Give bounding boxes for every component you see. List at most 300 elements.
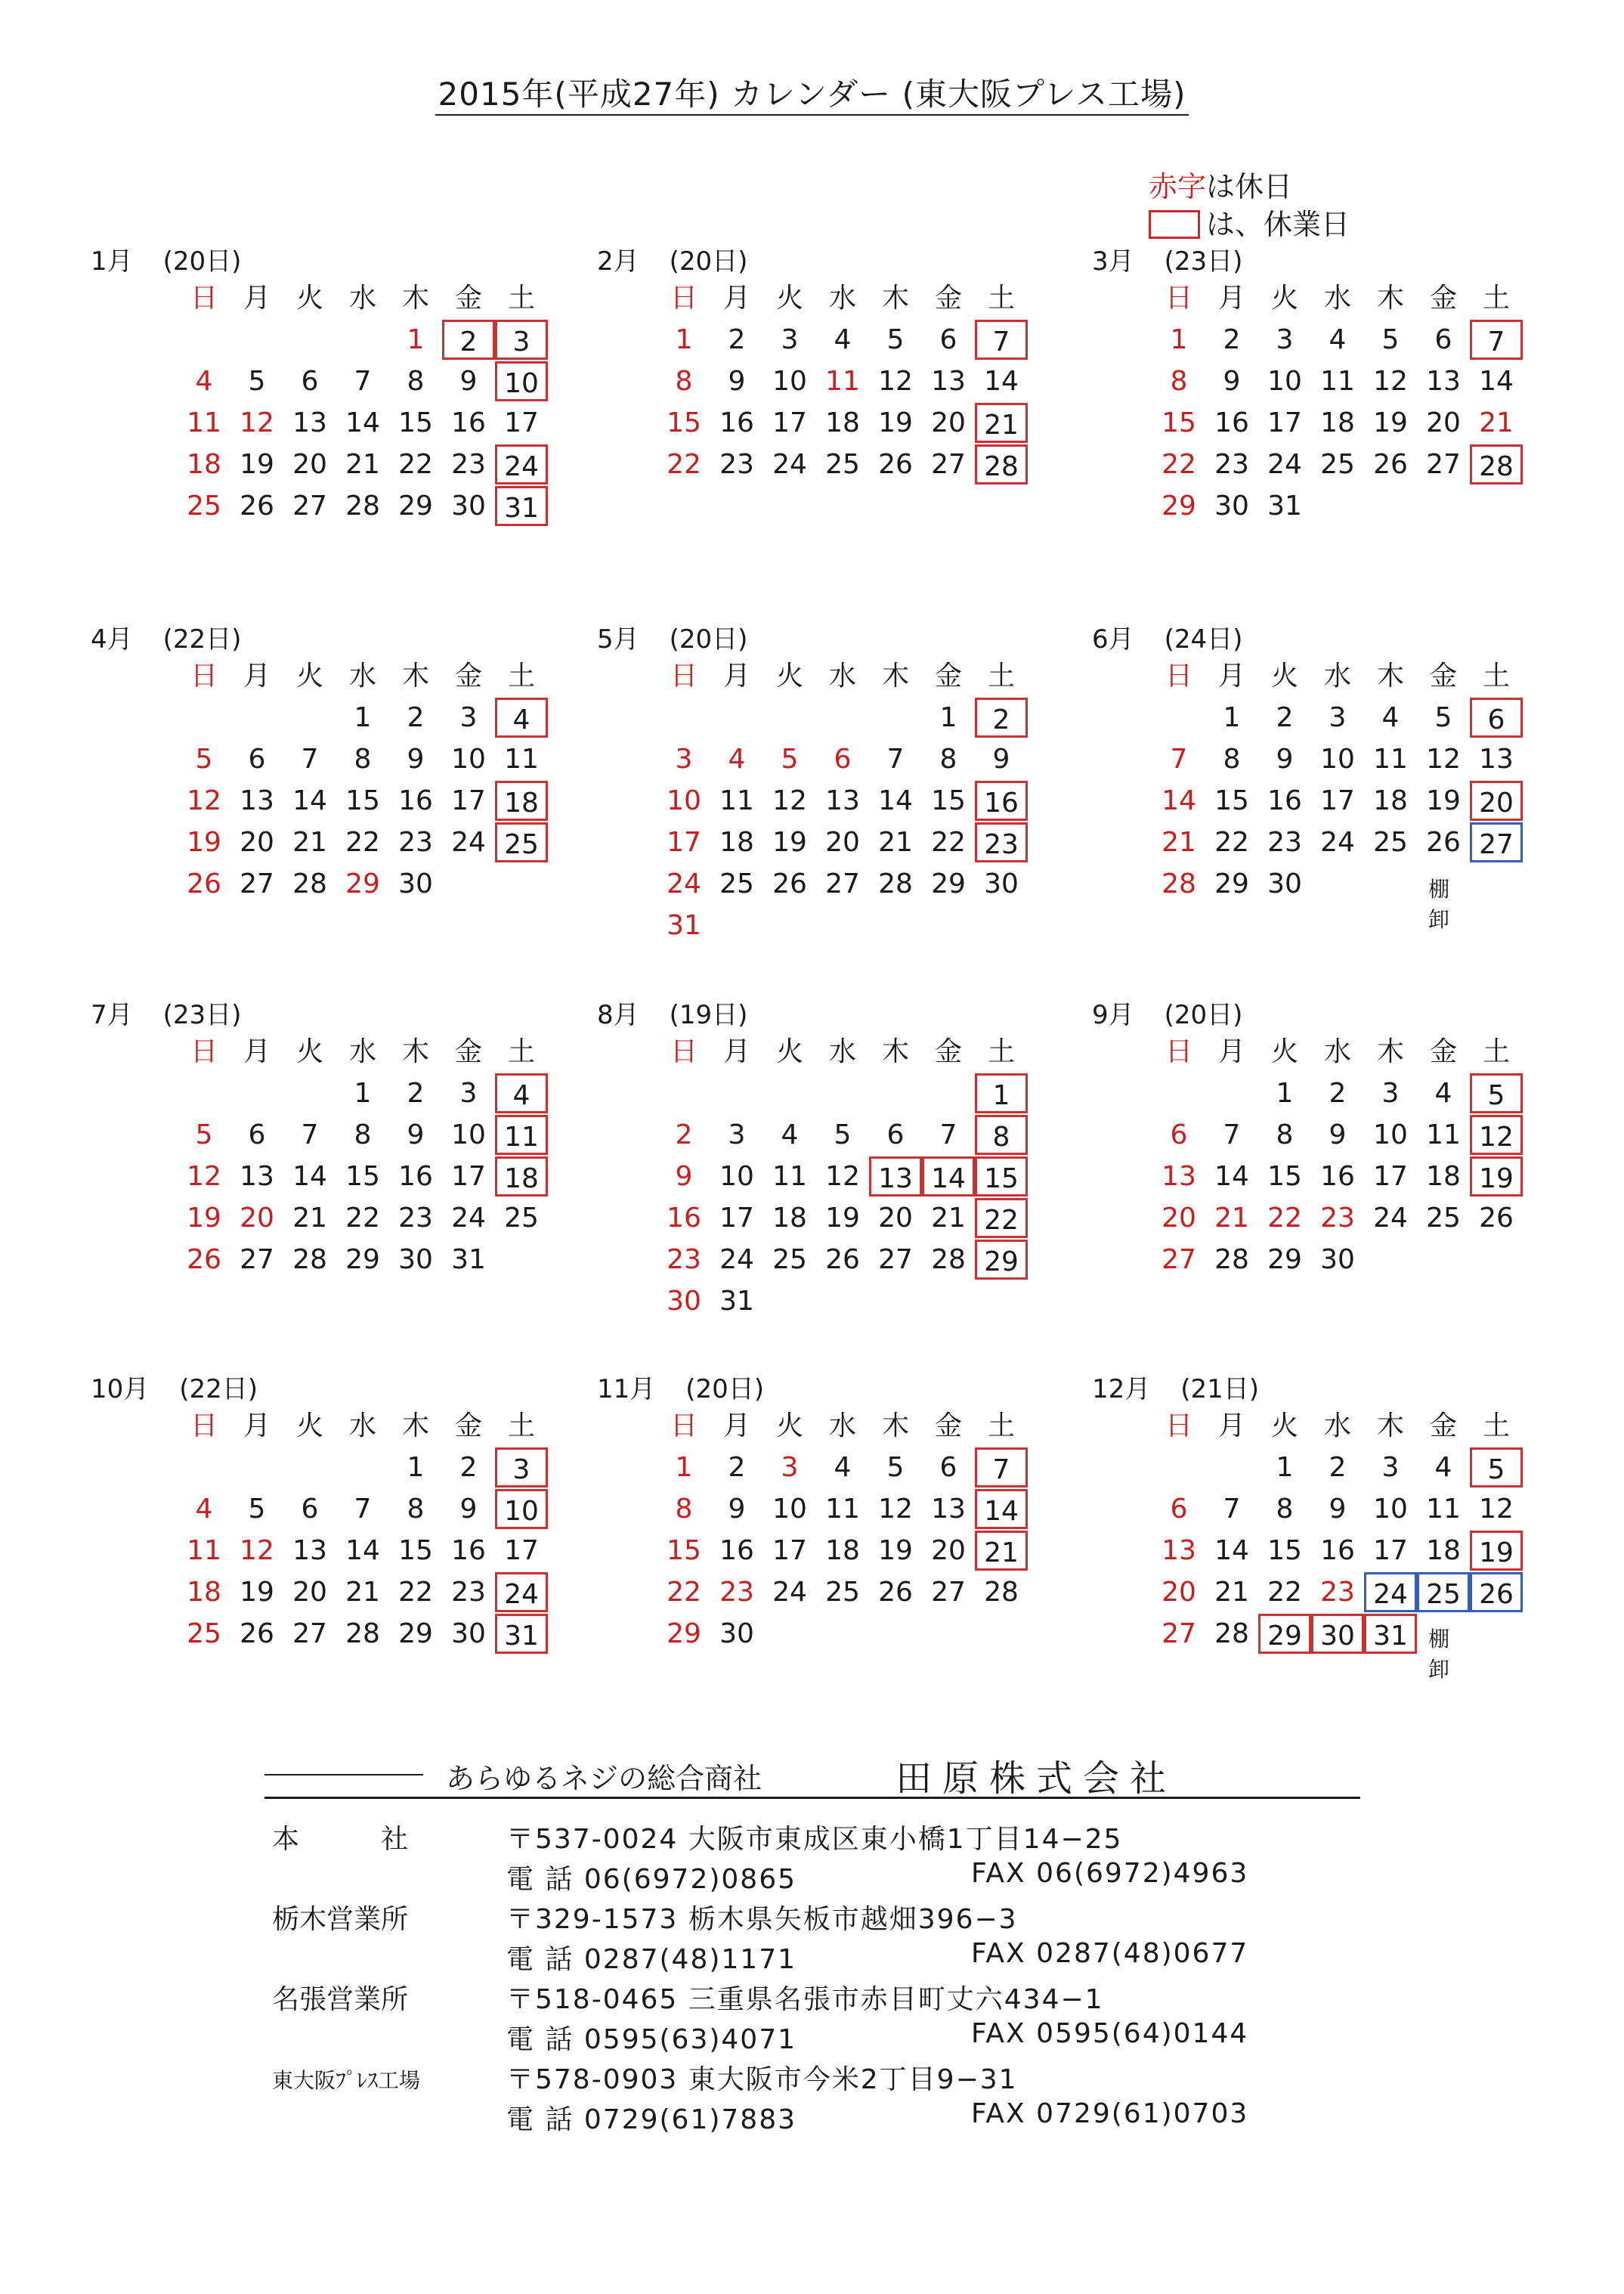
day-cell: 4 bbox=[728, 744, 746, 775]
month-header bbox=[597, 994, 747, 1031]
day-cell: 1 bbox=[675, 1452, 693, 1483]
day-cell: 18 bbox=[495, 1156, 548, 1197]
day-cell: 9 bbox=[1329, 1494, 1347, 1525]
weekday-header: 木 bbox=[881, 1036, 909, 1067]
weekday-header: 月 bbox=[722, 283, 750, 314]
day-cell: 8 bbox=[354, 744, 372, 775]
day-cell: 23 bbox=[667, 1244, 701, 1275]
weekday-header: 日 bbox=[670, 1036, 698, 1067]
weekday-header: 金 bbox=[934, 283, 962, 314]
month-calendar bbox=[91, 618, 631, 966]
day-cell: 28 bbox=[1214, 1618, 1249, 1649]
day-cell: 29 bbox=[1267, 1244, 1302, 1275]
day-cell: 24 bbox=[772, 449, 807, 480]
day-cell: 9 bbox=[407, 1119, 425, 1150]
day-cell: 31 bbox=[1267, 491, 1302, 522]
day-cell: 9 bbox=[728, 1494, 746, 1525]
day-cell: 7 bbox=[975, 320, 1028, 360]
day-cell: 31 bbox=[495, 486, 548, 526]
day-cell: 13 bbox=[1479, 744, 1514, 775]
day-cell: 31 bbox=[495, 1614, 548, 1654]
weekday-header: 金 bbox=[454, 1410, 482, 1441]
month-label: 10月 bbox=[91, 1374, 150, 1404]
day-cell: 14 bbox=[878, 785, 913, 816]
day-cell: 20 bbox=[1470, 781, 1523, 821]
day-cell: 24 bbox=[1373, 1203, 1408, 1234]
day-cell: 1 bbox=[675, 324, 693, 355]
day-cell: 4 bbox=[195, 1494, 213, 1525]
weekday-header: 土 bbox=[507, 1036, 535, 1067]
day-cell: 5 bbox=[1470, 1073, 1523, 1113]
day-cell: 6 bbox=[301, 1494, 319, 1525]
day-cell: 16 bbox=[719, 407, 754, 438]
day-cell: 11 bbox=[504, 744, 539, 775]
day-cell: 30 bbox=[984, 868, 1019, 899]
day-cell: 5 bbox=[886, 324, 905, 355]
day-cell: 27 bbox=[1162, 1244, 1196, 1275]
day-cell: 28 bbox=[1214, 1244, 1249, 1275]
day-cell: 31 bbox=[1364, 1614, 1417, 1654]
weekday-header: 火 bbox=[295, 661, 323, 692]
month-calendar bbox=[91, 994, 631, 1342]
month-calendar bbox=[597, 1368, 1111, 1716]
day-cell: 6 bbox=[248, 1119, 266, 1150]
day-cell: 2 bbox=[728, 324, 746, 355]
day-cell: 19 bbox=[878, 407, 913, 438]
day-cell: 3 bbox=[728, 1119, 746, 1150]
day-cell: 1 bbox=[1276, 1078, 1294, 1109]
weekday-header: 火 bbox=[1270, 1410, 1298, 1441]
weekday-header: 金 bbox=[934, 661, 962, 692]
day-cell: 5 bbox=[195, 744, 213, 775]
month-calendar bbox=[597, 618, 1111, 966]
day-cell: 13 bbox=[931, 366, 966, 397]
weekday-header: 木 bbox=[881, 283, 909, 314]
day-cell: 10 bbox=[1373, 1494, 1408, 1525]
office-fax: FAX 0729(61)0703 bbox=[971, 2098, 1249, 2129]
month-calendar bbox=[1092, 240, 1606, 588]
day-cell: 7 bbox=[886, 744, 905, 775]
day-cell: 14 bbox=[292, 1161, 327, 1192]
day-cell: 6 bbox=[1434, 324, 1452, 355]
day-cell: 29 bbox=[667, 1618, 701, 1649]
day-cell: 8 bbox=[1276, 1494, 1294, 1525]
day-cell: 13 bbox=[292, 407, 327, 438]
day-cell: 28 bbox=[975, 444, 1028, 484]
day-cell: 5 bbox=[195, 1119, 213, 1150]
day-cell: 13 bbox=[931, 1494, 966, 1525]
day-cell: 17 bbox=[772, 407, 807, 438]
month-label: 9月 bbox=[1092, 1000, 1134, 1030]
day-cell: 3 bbox=[459, 702, 478, 733]
day-cell: 2 bbox=[1276, 702, 1294, 733]
day-cell: 24 bbox=[495, 444, 548, 484]
working-days-count: (20日) bbox=[685, 1374, 765, 1404]
day-cell: 9 bbox=[675, 1161, 693, 1192]
day-cell: 22 bbox=[1162, 449, 1196, 480]
title-text: 2015年(平成27年) カレンダー (東大阪プレス工場) bbox=[435, 76, 1189, 116]
day-cell: 1 bbox=[1276, 1452, 1294, 1483]
day-cell: 3 bbox=[495, 320, 548, 360]
weekday-header: 日 bbox=[670, 1410, 698, 1441]
day-cell: 8 bbox=[939, 744, 957, 775]
day-cell: 12 bbox=[240, 407, 274, 438]
office-address: 〒578-0903 東大阪市今米2丁目9−31 bbox=[506, 2064, 1018, 2095]
day-cell: 21 bbox=[345, 449, 380, 480]
day-cell: 5 bbox=[1434, 702, 1452, 733]
office-tel: 電 話 06(6972)0865 bbox=[506, 1864, 797, 1895]
day-cell: 3 bbox=[495, 1447, 548, 1488]
weekday-header: 火 bbox=[295, 1036, 323, 1067]
weekday-header: 金 bbox=[1429, 1410, 1457, 1441]
day-cell: 10 bbox=[495, 1489, 548, 1529]
month-calendar bbox=[1092, 618, 1606, 966]
day-cell: 12 bbox=[1373, 366, 1408, 397]
day-cell: 6 bbox=[301, 366, 319, 397]
weekday-header: 土 bbox=[987, 1036, 1015, 1067]
day-cell: 7 bbox=[301, 1119, 319, 1150]
day-cell: 18 bbox=[1373, 785, 1408, 816]
day-cell: 7 bbox=[1470, 320, 1523, 360]
day-cell: 30 bbox=[451, 491, 486, 522]
day-cell: 10 bbox=[719, 1161, 754, 1192]
day-cell: 26 bbox=[240, 491, 274, 522]
day-cell: 14 bbox=[1162, 785, 1196, 816]
legend-red-word: 赤字 bbox=[1149, 170, 1207, 203]
month-label: 3月 bbox=[1092, 246, 1134, 277]
month-calendar bbox=[597, 240, 1111, 588]
weekday-header: 水 bbox=[828, 283, 856, 314]
day-cell: 25 bbox=[1373, 827, 1408, 858]
day-cell: 8 bbox=[1170, 366, 1188, 397]
day-cell: 1 bbox=[1223, 702, 1241, 733]
day-cell: 3 bbox=[1329, 702, 1347, 733]
inventory-note: 棚卸 bbox=[1428, 1627, 1456, 1682]
day-cell: 1 bbox=[1170, 324, 1188, 355]
day-cell: 11 bbox=[825, 1494, 860, 1525]
day-cell: 20 bbox=[240, 1203, 274, 1234]
day-cell: 17 bbox=[451, 1161, 486, 1192]
weekday-header: 日 bbox=[190, 1410, 218, 1441]
day-cell: 5 bbox=[886, 1452, 905, 1483]
day-cell: 20 bbox=[292, 449, 327, 480]
legend bbox=[1149, 168, 1350, 243]
day-cell: 9 bbox=[728, 366, 746, 397]
day-cell: 26 bbox=[187, 868, 221, 899]
day-cell: 12 bbox=[772, 785, 807, 816]
month-label: 8月 bbox=[597, 1000, 639, 1030]
day-cell: 10 bbox=[772, 1494, 807, 1525]
weekday-header: 水 bbox=[1323, 1410, 1351, 1441]
month-calendar bbox=[91, 1368, 631, 1716]
day-cell: 24 bbox=[451, 1203, 486, 1234]
day-cell: 15 bbox=[345, 785, 380, 816]
weekday-header: 火 bbox=[295, 1410, 323, 1441]
day-cell: 30 bbox=[451, 1618, 486, 1649]
office-address: 〒518-0465 三重県名張市赤目町丈六434−1 bbox=[506, 1984, 1104, 2015]
day-cell: 27 bbox=[292, 491, 327, 522]
day-cell: 21 bbox=[1214, 1203, 1249, 1234]
day-cell: 23 bbox=[975, 822, 1028, 862]
day-cell: 5 bbox=[248, 1494, 266, 1525]
month-header bbox=[597, 1368, 764, 1405]
month-calendar bbox=[91, 240, 631, 588]
day-cell: 21 bbox=[975, 403, 1028, 443]
day-cell: 14 bbox=[922, 1156, 975, 1197]
day-cell: 27 bbox=[931, 1577, 966, 1608]
day-cell: 7 bbox=[354, 366, 372, 397]
day-cell: 22 bbox=[345, 827, 380, 858]
day-cell: 6 bbox=[1470, 698, 1523, 738]
weekday-header: 火 bbox=[775, 1036, 803, 1067]
office-tel: 電 話 0287(48)1171 bbox=[506, 1944, 797, 1975]
day-cell: 29 bbox=[1258, 1614, 1311, 1654]
day-cell: 23 bbox=[719, 1577, 754, 1608]
office-label: 栃木営業所 bbox=[272, 1904, 409, 1935]
day-cell: 23 bbox=[719, 449, 754, 480]
day-cell: 14 bbox=[1479, 366, 1514, 397]
office-address: 〒537-0024 大阪市東成区東小橋1丁目14−25 bbox=[506, 1824, 1123, 1855]
day-cell: 21 bbox=[878, 827, 913, 858]
day-cell: 7 bbox=[1223, 1494, 1241, 1525]
day-cell: 15 bbox=[667, 407, 701, 438]
day-cell: 2 bbox=[407, 1078, 425, 1109]
month-calendar bbox=[1092, 994, 1606, 1342]
working-days-count: (19日) bbox=[669, 1000, 748, 1030]
day-cell: 4 bbox=[195, 366, 213, 397]
day-cell: 22 bbox=[1214, 827, 1249, 858]
day-cell: 10 bbox=[772, 366, 807, 397]
day-cell: 8 bbox=[407, 1494, 425, 1525]
day-cell: 13 bbox=[869, 1156, 922, 1197]
month-label: 2月 bbox=[597, 246, 639, 277]
day-cell: 27 bbox=[1470, 822, 1523, 862]
weekday-header: 日 bbox=[1165, 661, 1192, 692]
day-cell: 10 bbox=[1267, 366, 1302, 397]
day-cell: 2 bbox=[675, 1119, 693, 1150]
weekday-header: 水 bbox=[348, 283, 376, 314]
day-cell: 25 bbox=[825, 449, 860, 480]
day-cell: 25 bbox=[187, 1618, 221, 1649]
day-cell: 22 bbox=[1267, 1577, 1302, 1608]
day-cell: 15 bbox=[931, 785, 966, 816]
day-cell: 24 bbox=[451, 827, 486, 858]
day-cell: 29 bbox=[1214, 868, 1249, 899]
day-cell: 24 bbox=[495, 1572, 548, 1612]
weekday-header: 水 bbox=[348, 661, 376, 692]
day-cell: 30 bbox=[1311, 1614, 1364, 1654]
day-cell: 18 bbox=[719, 827, 754, 858]
month-label: 11月 bbox=[597, 1374, 656, 1404]
weekday-header: 水 bbox=[1323, 283, 1351, 314]
day-cell: 19 bbox=[1373, 407, 1408, 438]
day-cell: 19 bbox=[240, 449, 274, 480]
day-cell: 15 bbox=[398, 407, 433, 438]
weekday-header: 水 bbox=[1323, 661, 1351, 692]
day-cell: 25 bbox=[495, 822, 548, 862]
weekday-header: 水 bbox=[828, 661, 856, 692]
day-cell: 18 bbox=[495, 781, 548, 821]
weekday-header: 金 bbox=[454, 661, 482, 692]
day-cell: 1 bbox=[407, 324, 425, 355]
weekday-header: 日 bbox=[670, 661, 698, 692]
day-cell: 12 bbox=[1426, 744, 1461, 775]
office-fax: FAX 0595(64)0144 bbox=[971, 2018, 1249, 2049]
day-cell: 10 bbox=[495, 361, 548, 401]
legend-closed bbox=[1149, 206, 1350, 243]
weekday-header: 日 bbox=[190, 1036, 218, 1067]
day-cell: 29 bbox=[345, 1244, 380, 1275]
day-cell: 25 bbox=[719, 868, 754, 899]
day-cell: 5 bbox=[834, 1119, 852, 1150]
day-cell: 30 bbox=[1267, 868, 1302, 899]
day-cell: 9 bbox=[459, 1494, 478, 1525]
day-cell: 20 bbox=[931, 1535, 966, 1566]
day-cell: 22 bbox=[398, 1577, 433, 1608]
day-cell: 26 bbox=[1479, 1203, 1514, 1234]
month-label: 4月 bbox=[91, 624, 133, 655]
weekday-header: 金 bbox=[1429, 283, 1457, 314]
day-cell: 24 bbox=[772, 1577, 807, 1608]
day-cell: 16 bbox=[975, 781, 1028, 821]
day-cell: 24 bbox=[1364, 1572, 1417, 1612]
day-cell: 19 bbox=[878, 1535, 913, 1566]
day-cell: 18 bbox=[1320, 407, 1355, 438]
weekday-header: 木 bbox=[401, 1036, 429, 1067]
weekday-header: 土 bbox=[987, 283, 1015, 314]
day-cell: 1 bbox=[354, 1078, 372, 1109]
weekday-header: 日 bbox=[190, 283, 218, 314]
day-cell: 17 bbox=[504, 407, 539, 438]
weekday-header: 月 bbox=[722, 661, 750, 692]
day-cell: 3 bbox=[1276, 324, 1294, 355]
working-days-count: (20日) bbox=[669, 624, 748, 655]
weekday-header: 日 bbox=[670, 283, 698, 314]
day-cell: 15 bbox=[1267, 1535, 1302, 1566]
day-cell: 10 bbox=[1373, 1119, 1408, 1150]
day-cell: 17 bbox=[1320, 785, 1355, 816]
day-cell: 3 bbox=[675, 744, 693, 775]
day-cell: 11 bbox=[495, 1115, 548, 1155]
day-cell: 17 bbox=[451, 785, 486, 816]
weekday-header: 日 bbox=[1165, 1036, 1192, 1067]
day-cell: 6 bbox=[248, 744, 266, 775]
day-cell: 17 bbox=[719, 1203, 754, 1234]
day-cell: 16 bbox=[1267, 785, 1302, 816]
day-cell: 26 bbox=[772, 868, 807, 899]
weekday-header: 金 bbox=[1429, 1036, 1457, 1067]
day-cell: 16 bbox=[1320, 1535, 1355, 1566]
month-label: 1月 bbox=[91, 246, 133, 277]
day-cell: 21 bbox=[975, 1531, 1028, 1571]
day-cell: 14 bbox=[1214, 1535, 1249, 1566]
day-cell: 14 bbox=[345, 407, 380, 438]
day-cell: 28 bbox=[345, 1618, 380, 1649]
day-cell: 9 bbox=[1329, 1119, 1347, 1150]
day-cell: 22 bbox=[1267, 1203, 1302, 1234]
month-calendar bbox=[1092, 1368, 1606, 1716]
day-cell: 26 bbox=[1426, 827, 1461, 858]
day-cell: 23 bbox=[451, 449, 486, 480]
day-cell: 1 bbox=[354, 702, 372, 733]
day-cell: 12 bbox=[240, 1535, 274, 1566]
day-cell: 3 bbox=[459, 1078, 478, 1109]
day-cell: 28 bbox=[878, 868, 913, 899]
weekday-header: 木 bbox=[401, 283, 429, 314]
month-header bbox=[597, 618, 747, 655]
weekday-header: 土 bbox=[1482, 283, 1510, 314]
day-cell: 23 bbox=[1214, 449, 1249, 480]
day-cell: 21 bbox=[345, 1577, 380, 1608]
day-cell: 11 bbox=[825, 366, 860, 397]
office-label: 本 社 bbox=[272, 1824, 409, 1855]
day-cell: 23 bbox=[1267, 827, 1302, 858]
day-cell: 22 bbox=[975, 1198, 1028, 1238]
month-label: 5月 bbox=[597, 624, 639, 655]
day-cell: 8 bbox=[1276, 1119, 1294, 1150]
weekday-header: 土 bbox=[1482, 661, 1510, 692]
day-cell: 20 bbox=[240, 827, 274, 858]
day-cell: 3 bbox=[1381, 1078, 1400, 1109]
day-cell: 2 bbox=[407, 702, 425, 733]
working-days-count: (20日) bbox=[1164, 1000, 1243, 1030]
day-cell: 19 bbox=[187, 1203, 221, 1234]
day-cell: 27 bbox=[931, 449, 966, 480]
day-cell: 11 bbox=[1426, 1494, 1461, 1525]
day-cell: 21 bbox=[1162, 827, 1196, 858]
office-address: 〒329-1573 栃木県矢板市越畑396−3 bbox=[506, 1904, 1018, 1935]
weekday-header: 月 bbox=[243, 283, 271, 314]
day-cell: 29 bbox=[975, 1240, 1028, 1280]
day-cell: 25 bbox=[1417, 1572, 1470, 1612]
weekday-header: 木 bbox=[401, 1410, 429, 1441]
day-cell: 31 bbox=[451, 1244, 486, 1275]
working-days-count: (23日) bbox=[1164, 246, 1243, 277]
legend-box-text: は、休業日 bbox=[1206, 208, 1350, 241]
day-cell: 10 bbox=[1320, 744, 1355, 775]
weekday-header: 木 bbox=[881, 1410, 909, 1441]
weekday-header: 水 bbox=[348, 1036, 376, 1067]
day-cell: 4 bbox=[1434, 1452, 1452, 1483]
office-label: 東大阪ﾌﾟﾚｽ工場 bbox=[272, 2068, 421, 2093]
weekday-header: 火 bbox=[775, 661, 803, 692]
day-cell: 24 bbox=[667, 868, 701, 899]
weekday-header: 月 bbox=[1217, 283, 1245, 314]
day-cell: 21 bbox=[1479, 407, 1514, 438]
working-days-count: (20日) bbox=[669, 246, 748, 277]
day-cell: 21 bbox=[292, 1203, 327, 1234]
day-cell: 22 bbox=[667, 449, 701, 480]
month-header bbox=[91, 240, 241, 277]
day-cell: 31 bbox=[667, 910, 701, 941]
day-cell: 8 bbox=[975, 1115, 1028, 1155]
day-cell: 24 bbox=[719, 1244, 754, 1275]
weekday-header: 木 bbox=[1376, 661, 1404, 692]
company-name: 田原株式会社 bbox=[896, 1757, 1177, 1800]
day-cell: 18 bbox=[772, 1203, 807, 1234]
day-cell: 17 bbox=[772, 1535, 807, 1566]
month-header bbox=[1092, 618, 1242, 655]
day-cell: 9 bbox=[1276, 744, 1294, 775]
day-cell: 4 bbox=[1329, 324, 1347, 355]
day-cell: 16 bbox=[667, 1203, 701, 1234]
day-cell: 19 bbox=[240, 1577, 274, 1608]
legend-red-rest: は休日 bbox=[1206, 170, 1293, 203]
day-cell: 9 bbox=[992, 744, 1010, 775]
weekday-header: 火 bbox=[295, 283, 323, 314]
day-cell: 11 bbox=[1426, 1119, 1461, 1150]
day-cell: 2 bbox=[1329, 1078, 1347, 1109]
